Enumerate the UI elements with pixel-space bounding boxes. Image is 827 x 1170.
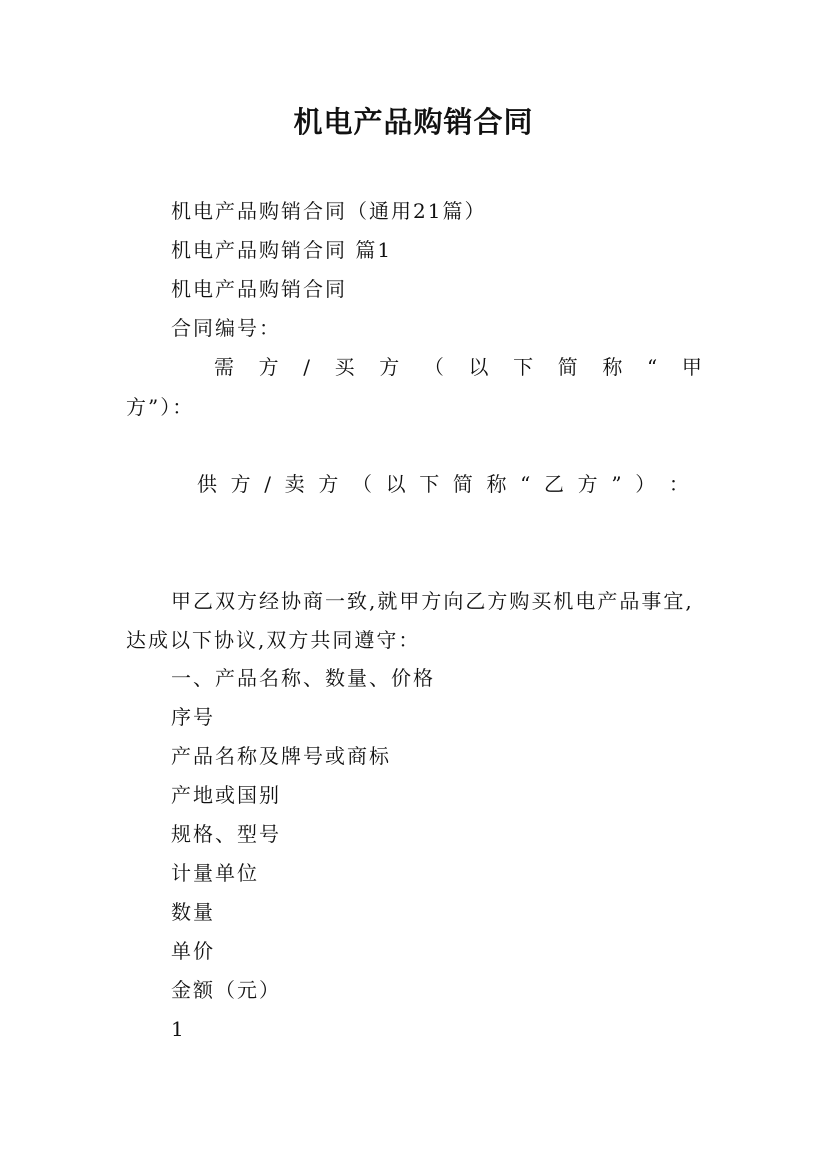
column-unit-price: 单价 <box>171 939 215 963</box>
heading-part-1: 机电产品购销合同 篇1 <box>171 238 393 262</box>
spaced-char: （ <box>423 355 444 379</box>
spaced-char: / <box>303 355 310 379</box>
spaced-char: 方 <box>258 355 279 379</box>
contract-name-line: 机电产品购销合同 <box>171 277 347 301</box>
spaced-char: 卖 <box>284 472 305 496</box>
spaced-char: 下 <box>419 472 440 496</box>
spaced-char: ： <box>668 472 689 496</box>
spaced-char: 简 <box>452 472 473 496</box>
contract-number-label: 合同编号： <box>171 316 281 340</box>
buyer-label-continuation: 方”）： <box>126 395 195 419</box>
spaced-char: 方 <box>230 472 251 496</box>
spaced-char: ” <box>611 472 622 496</box>
spaced-char: 以 <box>468 355 489 379</box>
spaced-char: 方 <box>318 472 339 496</box>
spaced-char: 买 <box>334 355 355 379</box>
buyer-label-line <box>214 355 702 379</box>
spaced-char: 称 <box>486 472 507 496</box>
spaced-char: （ <box>351 472 372 496</box>
spaced-char: 下 <box>513 355 534 379</box>
column-unit: 计量单位 <box>171 861 259 885</box>
spaced-char: 方 <box>577 472 598 496</box>
spaced-char: 甲 <box>681 355 702 379</box>
spaced-char: / <box>264 472 272 496</box>
spaced-char: “ <box>647 355 658 379</box>
spaced-char: 方 <box>379 355 400 379</box>
seller-label-line <box>197 472 689 496</box>
column-origin: 产地或国别 <box>171 783 281 807</box>
spaced-char: 称 <box>602 355 623 379</box>
spaced-char: 以 <box>385 472 406 496</box>
spaced-char: 乙 <box>544 472 565 496</box>
spaced-char: 需 <box>214 355 234 379</box>
agreement-paragraph-line-2: 达成以下协议,双方共同遵守： <box>126 628 421 652</box>
column-specification: 规格、型号 <box>171 822 281 846</box>
column-serial-number: 序号 <box>171 705 215 729</box>
section-heading-1: 一、产品名称、数量、价格 <box>171 666 435 690</box>
spaced-char: 供 <box>197 472 217 496</box>
column-product-name: 产品名称及牌号或商标 <box>171 744 391 768</box>
spaced-char: 简 <box>557 355 578 379</box>
document-title: 机电产品购销合同 <box>293 105 534 139</box>
subtitle-line: 机电产品购销合同（通用21篇） <box>171 199 487 223</box>
row-number-1: 1 <box>171 1017 186 1041</box>
agreement-paragraph-line-1: 甲乙双方经协商一致,就甲方向乙方购买机电产品事宜, <box>171 589 694 613</box>
spaced-char: “ <box>520 472 531 496</box>
spaced-char: ） <box>635 472 656 496</box>
column-quantity: 数量 <box>171 900 215 924</box>
column-amount: 金额（元） <box>171 978 281 1002</box>
